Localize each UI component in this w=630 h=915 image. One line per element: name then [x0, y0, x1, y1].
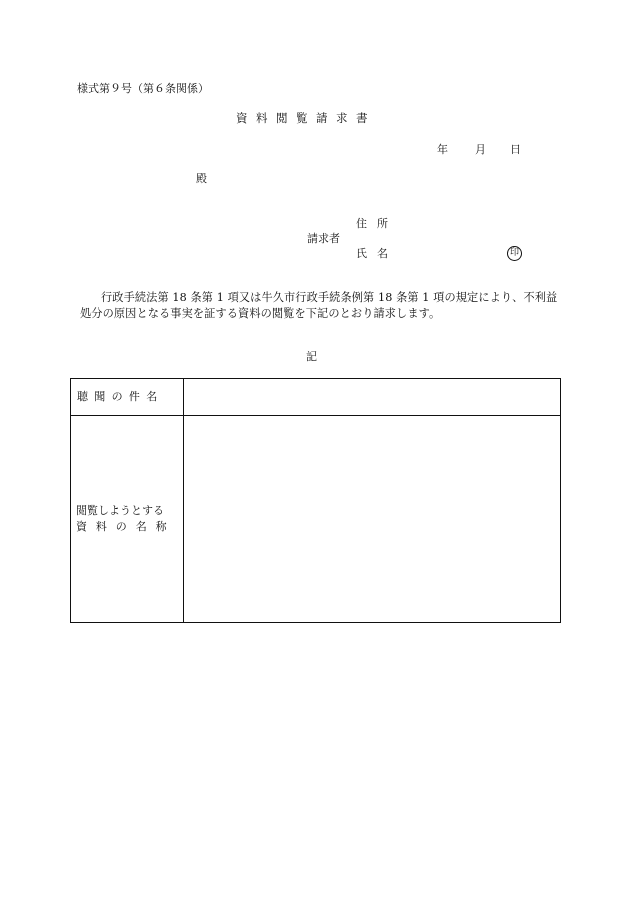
date-day-label: 日	[510, 143, 521, 156]
materials-name-label-line2: 資料の名称	[76, 520, 176, 533]
table-row-divider	[71, 415, 560, 416]
date-month-label: 月	[475, 143, 486, 156]
materials-name-field[interactable]	[191, 425, 552, 614]
addressee-suffix: 殿	[196, 172, 207, 185]
hearing-subject-label: 聴聞の件名	[77, 390, 164, 403]
request-details-table	[70, 378, 561, 623]
requester-label: 請求者	[307, 232, 340, 245]
document-title: 資料閲覧請求書	[236, 111, 376, 125]
hearing-subject-field[interactable]	[191, 391, 552, 403]
materials-name-label-line1: 閲覧しようとする	[76, 504, 164, 517]
seal-mark: 印	[507, 246, 522, 261]
request-body-text: 行政手続法第 18 条第 1 項又は牛久市行政手続条例第 18 条第 1 項の規定により、不利益処分の原因となる事実を証する資料の閲覧を下記のとおり請求します。	[80, 291, 558, 320]
name-label: 氏名	[356, 247, 398, 260]
date-year-label: 年	[437, 143, 448, 156]
address-label: 住所	[356, 217, 398, 230]
section-ki-label: 記	[306, 350, 317, 363]
form-number: 様式第９号（第６条関係）	[77, 82, 209, 95]
